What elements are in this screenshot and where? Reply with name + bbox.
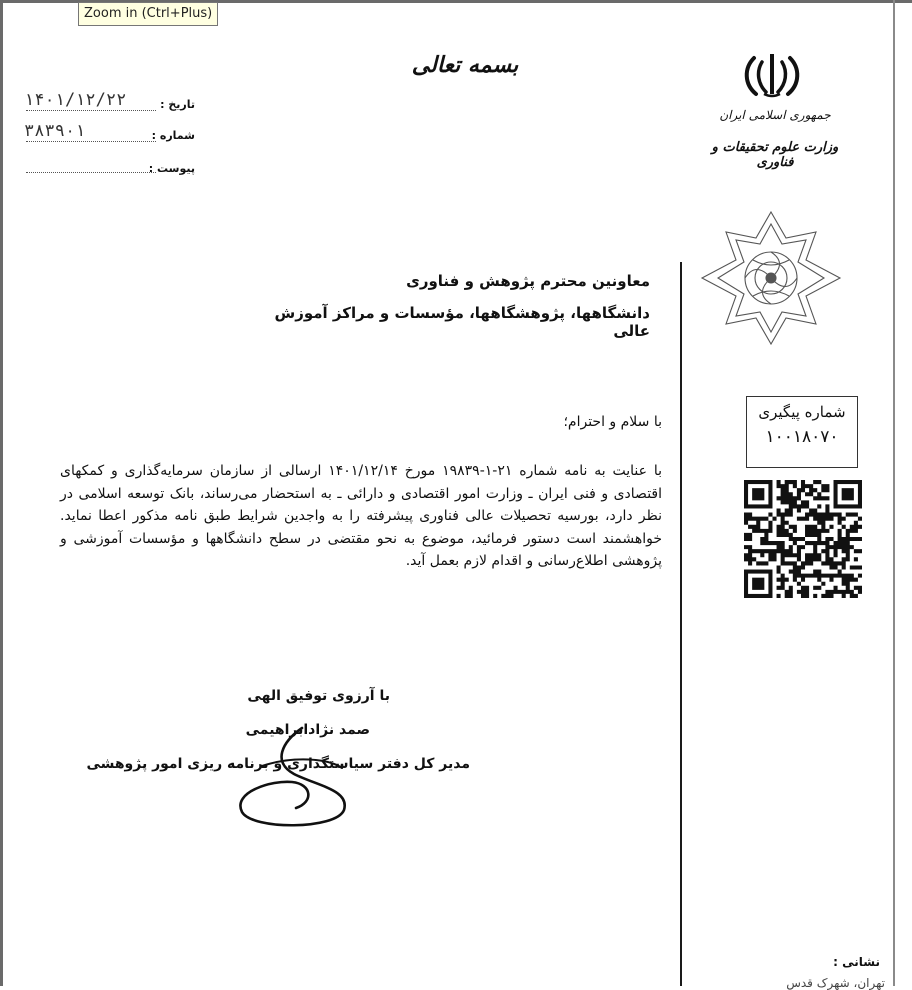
signature-closing: با آرزوی توفیق الهی — [247, 688, 390, 704]
attachment-row — [20, 160, 195, 182]
zoom-tooltip: Zoom in (Ctrl+Plus) — [78, 2, 218, 26]
number-label: شماره : — [151, 129, 195, 142]
handwritten-signature-icon — [232, 722, 357, 830]
tracking-number: ۱۰۰۱۸۰۷۰ — [765, 427, 839, 447]
qr-code-icon — [744, 480, 862, 598]
letter-body: با عنایت به نامه شماره ۲۱-۱-۱۹۸۳۹ مورخ ۱۴۰۱/۱۲/۱۴ ارسالی از سازمان سرمایه‌گذاری و کمکهای اقتصادی و فنی ایران ـ وزارت امور اقتصادی و دارائی ـ به استحضار می‌رساند، بانک توسعه اسلامی در نظر دارد، بورسیه تحصیلات عالی فناوری پیشرفته را به واجدین شرایط طبق نامه مذکور اعطا نماید. خواهشمند است دستور فرمائید، موضوع به نحو مقتضی در سطح دانشگاهها و مؤسسات آموزشی و پژوهشی اطلاع‌رسانی و اقدام لازم بعمل آید. — [60, 463, 662, 569]
signatory-name: صمد نژادابراهیمی — [245, 722, 370, 738]
tracking-number-box — [746, 396, 858, 468]
decorative-ornament-icon — [698, 208, 844, 348]
iran-emblem-icon — [742, 52, 802, 98]
number-row — [20, 121, 195, 149]
number-value: ۳۸۳۹۰۱ — [24, 121, 86, 141]
recipient-line-1: معاونین محترم پژوهش و فناوری — [406, 272, 650, 290]
tracking-label: شماره پیگیری — [758, 403, 846, 421]
recipient-line-2: دانشگاهها، پژوهشگاهها، مؤسسات و مراکز آموزش عالی — [274, 304, 650, 340]
date-value: ۱۴۰۱/۱۲/۲۲ — [24, 90, 127, 110]
attachment-label: پیوست : — [148, 162, 195, 175]
window-border-left — [0, 0, 3, 986]
date-row — [20, 90, 195, 118]
date-label: تاریخ : — [160, 98, 195, 111]
signatory-title: مدیر کل دفتر سیاستگذاری و برنامه ریزی امور پژوهشی — [86, 756, 470, 772]
greeting: با سلام و احترام؛ — [563, 414, 662, 430]
basmala-heading: بسمه تعالی — [411, 52, 519, 78]
address-line: تهران، شهرک قدس — [786, 976, 885, 990]
letterhead-divider — [680, 262, 682, 986]
government-name: جمهوری اسلامی ایران — [719, 108, 831, 122]
page-edge-right — [893, 0, 895, 986]
address-label: نشانی : — [833, 955, 880, 969]
ministry-name: وزارت علوم تحقیقات و فناوری — [711, 140, 839, 170]
